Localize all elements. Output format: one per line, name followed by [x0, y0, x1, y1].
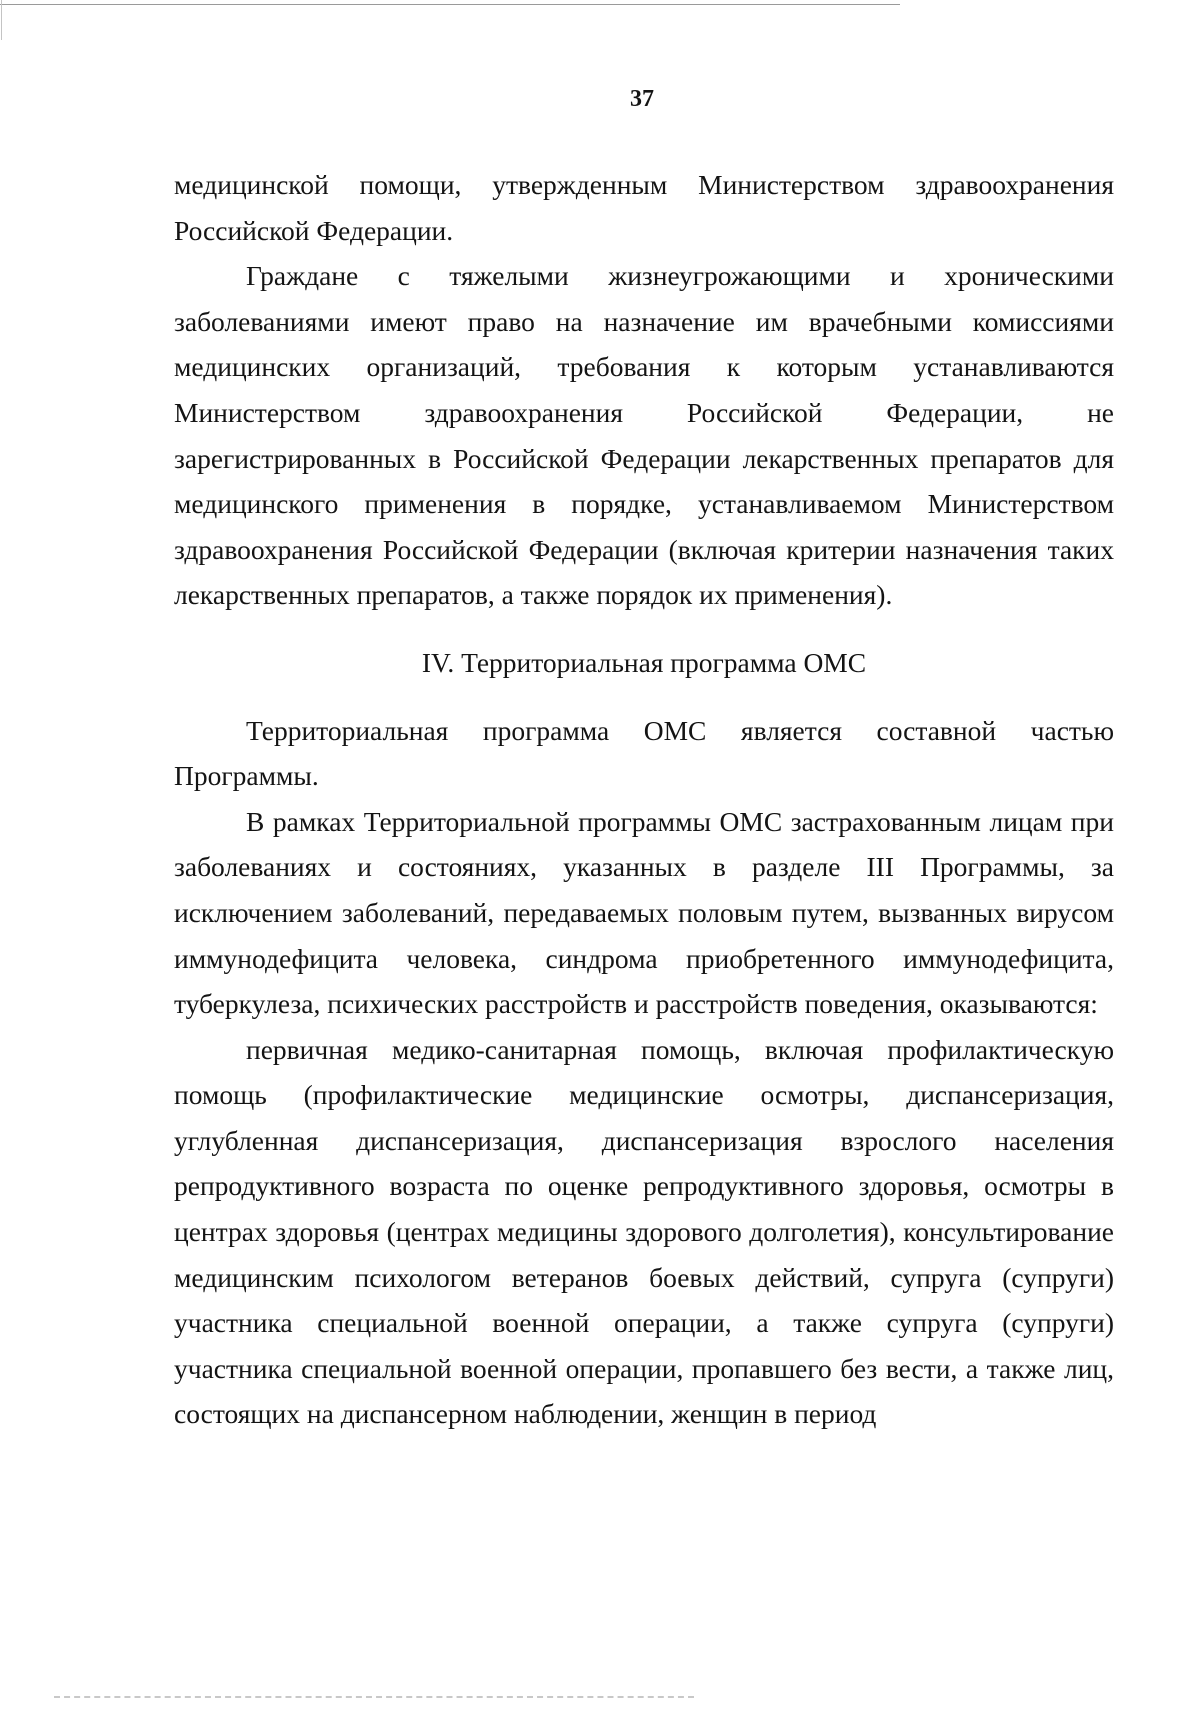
paragraph: В рамках Территориальной программы ОМС застрахованным лицам при заболеваниях и состояниях, указанных в разделе III Программы, за исключением заболеваний, передаваемых половым путем, вызванных вирусом иммунодефицита человека, синдрома приобретенного иммунодефицита, туберкулеза, психических расстройств и расстройств поведения, оказываются:: [174, 805, 1114, 1020]
scan-edge-top: [0, 4, 900, 5]
paragraph: первичная медико-санитарная помощь, включая профилактическую помощь (профилактические медицинские осмотры, диспансеризация, углубленная диспансеризация, диспансеризация взрослого населения репродуктивного возраста по оценке репродуктивного здоровья, осмотры в центрах здоровья (центрах медицины здорового долголетия), консультирование медицинским психологом ветеранов боевых действий, супруга (супруги) участника специальной военной операции, а также супруга (супруги) участника специальной военной операции, пропавшего без вести, а также лиц, состоящих на диспансерном наблюдении, женщин в период: [174, 1033, 1114, 1430]
scan-edge-bottom: [54, 1696, 694, 1698]
document-body: [174, 162, 1114, 1437]
paragraph: Территориальная программа ОМС является составной частью Программы.: [174, 714, 1114, 792]
page-number: 37: [630, 86, 654, 112]
scan-edge-left: [1, 0, 2, 40]
paragraph: медицинской помощи, утвержденным Министерством здравоохранения Российской Федерации.: [174, 169, 1114, 246]
paragraph: Граждане с тяжелыми жизнеугрожающими и хроническими заболеваниями имеют право на назначение им врачебными комиссиями медицинских организаций, требования к которым устанавливаются Министерством здравоохранения Российской Федерации, не зарегистрированных в Российской Федерации лекарственных препаратов для медицинского применения в порядке, устанавливаемом Министерством здравоохранения Российской Федерации (включая критерии назначения таких лекарственных препаратов, а также порядок их применения).: [174, 260, 1114, 611]
section-heading: IV. Территориальная программа ОМС: [421, 646, 867, 678]
